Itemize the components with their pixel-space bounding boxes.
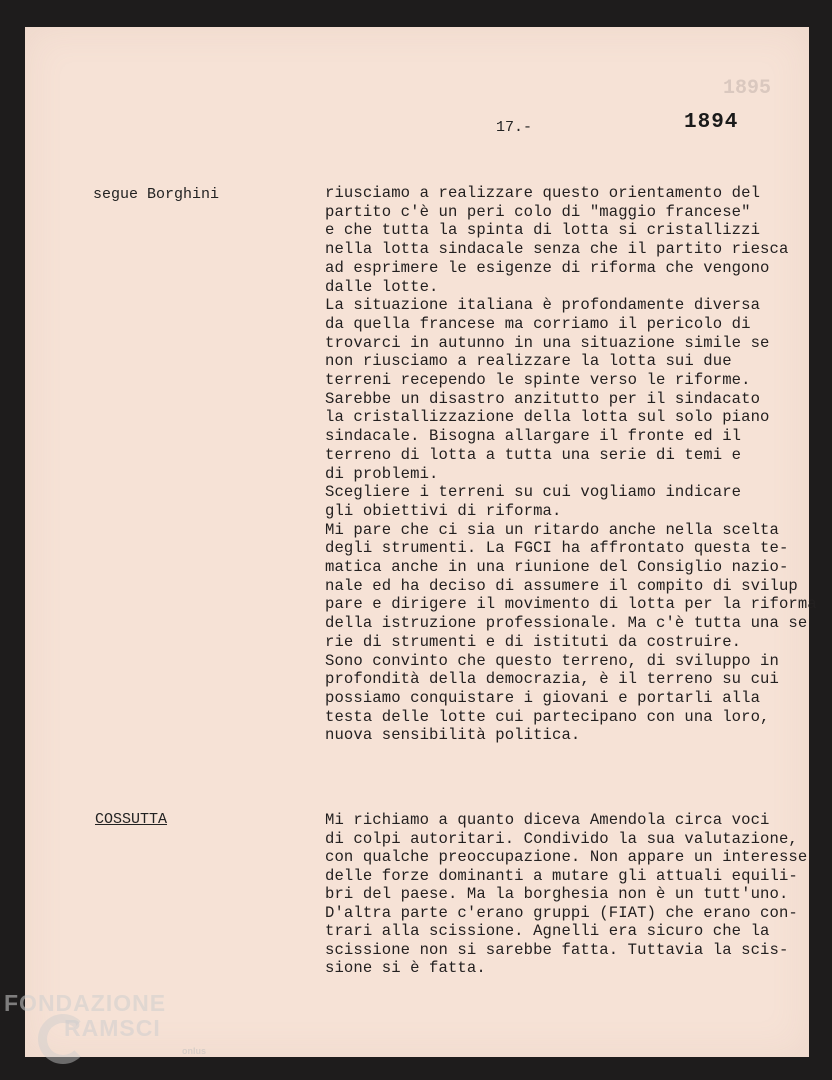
text-line: trovarci in autunno in una situazione simile se — [325, 333, 770, 352]
text-line: D'altra parte c'erano gruppi (FIAT) che erano con- — [325, 903, 798, 922]
watermark-line1: FONDAZIONE — [4, 990, 167, 1016]
text-line: terreni recependo le spinte verso le riforme. — [325, 371, 751, 390]
watermark-line2: RAMSCI — [64, 1015, 161, 1041]
gramsci-g-icon — [38, 1014, 88, 1064]
text-line: sione si è fatta. — [325, 959, 486, 977]
text-line: profondità della democrazia, è il terreno su cui — [325, 670, 779, 689]
text-line: Sarebbe un disastro anzitutto per il sindacato — [325, 389, 761, 408]
text-line: non riusciamo a realizzare la lotta sui due — [325, 352, 732, 371]
text-line: Sono convinto che questo terreno, di sviluppo in — [325, 651, 779, 670]
text-line: possiamo conquistare i giovani e portarli alla — [325, 688, 761, 707]
text-line: pare e dirigere il movimento di lotta per la riforma — [325, 595, 817, 614]
text-line: con qualche preoccupazione. Non appare un interesse — [325, 848, 808, 866]
text-line: gli obiettivi di riforma. — [325, 501, 562, 520]
text-line: nella lotta sindacale senza che il partito riesca — [325, 240, 789, 259]
text-line: bri del paese. Ma la borghesia non è un tutt'uno. — [325, 885, 789, 903]
speaker-label-cossutta: COSSUTTA — [95, 811, 168, 828]
speaker-label-borghini: segue Borghini — [93, 186, 220, 203]
page-number: 17.- — [496, 119, 533, 136]
text-line: Mi richiamo a quanto diceva Amendola circa voci — [325, 811, 770, 829]
text-line: dalle lotte. — [325, 277, 439, 296]
text-line: nale ed ha deciso di assumere il compito di svilup — [325, 576, 798, 595]
text-line: della istruzione professionale. Ma c'è tutta una se — [325, 614, 808, 633]
text-line: Scegliere i terreni su cui vogliamo indicare — [325, 483, 742, 502]
watermark-small: onlus — [182, 1046, 206, 1056]
text-line: di problemi. — [325, 464, 439, 483]
text-line: di colpi autoritari. Condivido la sua valutazione, — [325, 829, 798, 848]
text-line: nuova sensibilità politica. — [325, 726, 581, 745]
text-line: sindacale. Bisogna allargare il fronte ed il — [325, 427, 742, 446]
text-line: trari alla scissione. Agnelli era sicuro che la — [325, 922, 770, 940]
text-line: Mi pare che ci sia un ritardo anche nella scelta — [325, 520, 779, 539]
text-line: La situazione italiana è profondamente diversa — [325, 296, 761, 315]
text-line: da quella francese ma corriamo il pericolo di — [325, 314, 751, 333]
paragraph-cossutta — [325, 811, 808, 978]
document-page — [25, 27, 817, 1057]
fondazione-gramsci-watermark — [4, 990, 206, 1056]
text-line: scissione non si sarebbe fatta. Tuttavia la scis- — [325, 940, 789, 959]
bleed-through-number: 1895 — [723, 77, 772, 100]
text-line: partito c'è un peri colo di "maggio francese" — [325, 202, 751, 221]
text-line: terreno di lotta a tutta una serie di temi e — [325, 445, 742, 464]
text-line: rie di strumenti e di istituti da costruire. — [325, 632, 742, 651]
text-line: testa delle lotte cui partecipano con una loro, — [325, 707, 770, 726]
text-line: degli strumenti. La FGCI ha affrontato questa te- — [325, 539, 789, 558]
text-line: riusciamo a realizzare questo orientamento del — [325, 184, 761, 202]
text-line: la cristallizzazione della lotta sul solo piano — [325, 408, 770, 427]
text-line: e che tutta la spinta di lotta si cristallizzi — [325, 221, 761, 240]
document-number: 1894 — [684, 111, 739, 134]
paragraph-borghini — [325, 184, 817, 745]
text-line: delle forze dominanti a mutare gli attuali equili- — [325, 866, 798, 885]
text-line: matica anche in una riunione del Consiglio nazio- — [325, 558, 789, 577]
text-line: ad esprimere le esigenze di riforma che vengono — [325, 258, 770, 277]
